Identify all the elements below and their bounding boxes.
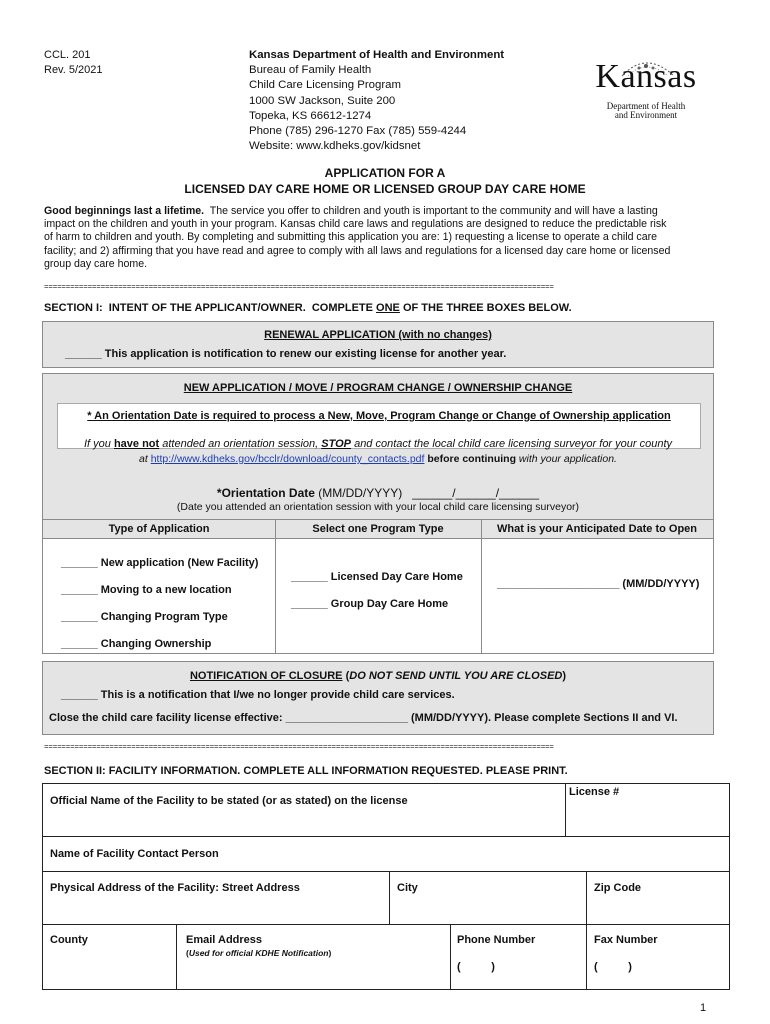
contact-person-field[interactable] [43, 837, 729, 871]
new-app-table [43, 519, 713, 653]
form-title-line-1: APPLICATION FOR A [324, 166, 446, 180]
street-address-label: Physical Address of the Facility: Street Address [50, 882, 300, 894]
new-application-box [42, 373, 714, 654]
email-note: (Used for official KDHE Notification) [186, 948, 332, 958]
agency-city: Topeka, KS 66612-1274 [249, 109, 372, 122]
option-licensed-day-care-home[interactable]: ______ Licensed Day Care Home [291, 571, 463, 583]
option-changing-ownership[interactable]: ______ Changing Ownership [61, 638, 212, 650]
email-label: Email Address [186, 934, 263, 946]
county-field[interactable] [43, 925, 176, 989]
col-divider-2 [481, 520, 482, 653]
form-title [0, 166, 770, 197]
col-anticipated-date: What is your Anticipated Date to Open [496, 523, 698, 535]
closure-box [42, 661, 714, 735]
agency-phone: Phone (785) 296-1270 Fax (785) 559-4244 [249, 125, 467, 138]
col-program-type: Select one Program Type [312, 523, 444, 535]
option-new-facility[interactable]: ______ New application (New Facility) [61, 557, 259, 569]
agency-website: Website: www.kdheks.gov/kidsnet [249, 140, 421, 153]
program-type-options [291, 564, 463, 618]
zip-code-label: Zip Code [594, 882, 642, 894]
closure-title-note: DO NOT SEND UNTIL YOU ARE CLOSED [349, 670, 563, 682]
separator-line-1: ===================================================================================================================== [44, 284, 554, 292]
county-contacts-line: at http://www.kdheks.gov/bcclr/download/county_contacts.pdf before continuing with your application. [139, 453, 617, 465]
license-number-field[interactable] [566, 784, 729, 836]
closure-line-2[interactable]: Close the child care facility license effective: ____________________ (MM/DD/YYYY). Please complete Sections II and VI. [49, 712, 678, 724]
street-address-field[interactable] [43, 872, 389, 924]
option-changing-program[interactable]: ______ Changing Program Type [61, 611, 228, 623]
closure-line-1[interactable]: ______ This is a notification that I/we no longer provide child care services. [61, 689, 455, 701]
orientation-note: (Date you attended an orientation session with your local child care licensing surveyor) [176, 501, 580, 513]
separator-line-2: ===================================================================================================================== [44, 744, 554, 752]
agency-program: Child Care Licensing Program [249, 79, 401, 92]
renewal-title: RENEWAL APPLICATION (with no changes) [264, 329, 492, 341]
intro-line-3: of harm to children and youth. By completing and submitting this application you are: 1) requesting a license to operate a child care [44, 231, 658, 244]
intro-line-2: impact on the children and youth in your program. Kansas child care laws and regulations are designed to reduce the predictable risk [44, 218, 667, 231]
agency-street: 1000 SW Jackson, Suite 200 [249, 94, 396, 107]
phone-label: Phone Number [457, 934, 536, 946]
kdhe-logo [584, 46, 708, 122]
intro-paragraph [44, 205, 734, 271]
official-name-field[interactable] [43, 784, 565, 836]
logo-subtitle-1: Department of Health [606, 101, 686, 111]
city-label: City [397, 882, 418, 894]
renewal-line[interactable]: ______ This application is notification to renew our existing license for another year. [65, 348, 507, 360]
orientation-stop-line: If you have not attended an orientation session, STOP and contact the local child care licensing surveyor for your county [83, 438, 673, 450]
option-group-day-care-home[interactable]: ______ Group Day Care Home [291, 598, 449, 610]
county-contacts-link[interactable]: http://www.kdheks.gov/bcclr/download/county_contacts.pdf [150, 453, 425, 465]
section1-heading: SECTION I: INTENT OF THE APPLICANT/OWNER. COMPLETE ONE OF THE THREE BOXES BELOW. [44, 302, 572, 314]
closure-title: NOTIFICATION OF CLOSURE [189, 670, 343, 682]
email-field[interactable] [177, 925, 450, 989]
zip-code-field[interactable] [587, 872, 729, 924]
orientation-date-field[interactable]: ______/______/______ [402, 486, 540, 500]
application-type-options [61, 550, 258, 658]
orientation-date-label: *Orientation Date [216, 486, 315, 500]
orientation-date-line: *Orientation Date (MM/DD/YYYY) ______/______/______ [216, 486, 540, 500]
logo-wordmark: Kansas [595, 58, 697, 95]
section2-heading: SECTION II: FACILITY INFORMATION. COMPLETE ALL INFORMATION REQUESTED. PLEASE PRINT. [44, 765, 568, 777]
form-title-line-2: LICENSED DAY CARE HOME OR LICENSED GROUP DAY CARE HOME [184, 181, 586, 196]
license-number-label: License # [569, 786, 620, 798]
facility-info-table [42, 783, 730, 990]
col-type-of-application: Type of Application [108, 523, 210, 535]
intro-line-5: group day care home. [44, 257, 148, 270]
fax-field[interactable]: ( ) [594, 961, 632, 973]
intro-lead: Good beginnings last a lifetime. [44, 205, 205, 217]
new-app-title: NEW APPLICATION / MOVE / PROGRAM CHANGE / OWNERSHIP CHANGE [183, 382, 573, 394]
contact-person-label: Name of Facility Contact Person [50, 848, 219, 860]
anticipated-open-date-field[interactable]: ____________________ (MM/DD/YYYY) [497, 578, 700, 590]
closure-title-line: NOTIFICATION OF CLOSURE (DO NOT SEND UNTIL YOU ARE CLOSED) [189, 670, 567, 682]
intro-line-4: facility; and 2) affirming that you have read and agree to comply with all laws and regulations for a licensed day care home or licensed [44, 244, 671, 257]
option-moving[interactable]: ______ Moving to a new location [61, 584, 232, 596]
agency-bureau: Bureau of Family Health [249, 64, 372, 77]
logo-subtitle-2: and Environment [614, 110, 678, 118]
orientation-notice: * An Orientation Date is required to process a New, Move, Program Change or Change of Ownership application [87, 410, 671, 422]
county-label: County [50, 934, 88, 946]
official-name-label: Official Name of the Facility to be stated (or as stated) on the license [50, 795, 408, 807]
renewal-box [42, 321, 714, 368]
form-code-block [44, 48, 103, 78]
agency-address-block [249, 48, 504, 154]
phone-field[interactable]: ( ) [457, 961, 495, 973]
intro-line-1: The service you offer to children and youth is important to the community and will have a lasting [204, 205, 658, 217]
col-divider-1 [275, 520, 276, 653]
form-code: CCL. 201 [44, 49, 91, 61]
city-field[interactable] [390, 872, 586, 924]
section1-heading-one: ONE [376, 302, 400, 314]
page-number: 1 [700, 1002, 707, 1014]
fax-label: Fax Number [594, 934, 658, 946]
form-revision: Rev. 5/2021 [44, 64, 103, 76]
agency-name: Kansas Department of Health and Environment [249, 49, 505, 61]
